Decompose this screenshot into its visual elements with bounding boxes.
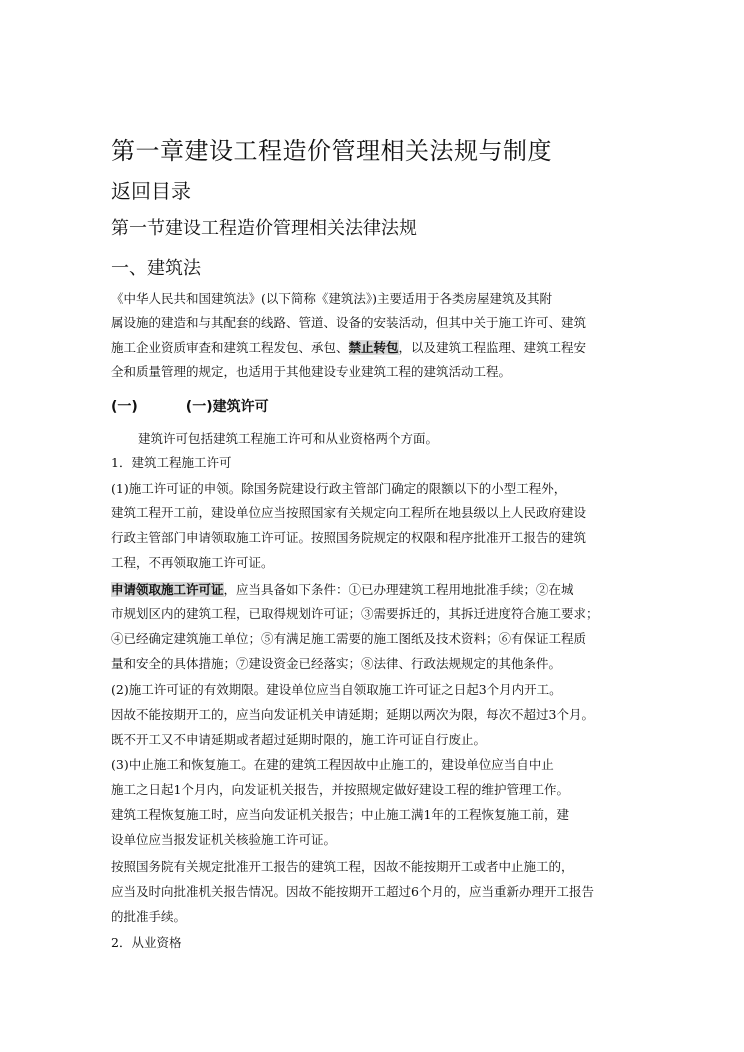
intro-line-4: 全和质量管理的规定，也适用于其他建设专业建筑工程的建筑活动工程。 [111,364,512,379]
heading-number: (一) [111,399,138,415]
para1-line-3: 行政主管部门申请领取施工许可证。按照国务院规定的权限和程序批准开工报告的建筑 [111,530,587,545]
intro-line-3-start: 施工企业资质审查和建筑工程发包、承包、 [111,340,349,355]
intro-line-2: 属设施的建造和与其配套的线路、管道、设备的安装活动，但其中关于施工许可、建筑 [111,315,587,330]
subsection-title: 一、建筑法 [111,258,201,279]
section-title: 第一节建设工程造价管理相关法律法规 [111,218,417,239]
highlight-no-subcontract: 禁止转包 [348,340,399,355]
permit-intro: 建筑许可包括建筑工程施工许可和从业资格两个方面。 [138,431,439,446]
item-2-title: 2．从业资格 [111,935,182,950]
para2-line-3: ④已经确定建筑施工单位；⑤有满足施工需要的施工图纸及技术资料；⑥有保证工程质 [111,631,587,646]
para3-line-2: 因故不能按期开工的，应当向发证机关申请延期；延期以两次为限，每次不超过3个月。 [111,707,594,722]
para1-line-1: (1)施工许可证的申领。除国务院建设行政主管部门确定的限额以下的小型工程外， [111,481,567,496]
heading-building-permit [111,396,269,416]
para5-line-1: 按照国务院有关规定批准开工报告的建筑工程，因故不能按期开工或者中止施工的， [111,859,574,874]
highlight-apply-permit: 申请领取施工许可证 [111,582,224,597]
para1-line-2: 建筑工程开工前，建设单位应当按照国家有关规定向工程所在地县级以上人民政府建设 [111,505,587,520]
para4-line-1: (3)中止施工和恢复施工。在建的建筑工程因故中止施工的，建设单位应当自中止 [111,757,554,772]
intro-line-1: 《中华人民共和国建筑法》(以下简称《建筑法》)主要适用于各类房屋建筑及其附 [111,291,553,306]
para2-line-4: 量和安全的具体措施；⑦建设资金已经落实；⑧法律、行政法规规定的其他条件。 [111,656,562,671]
para5-line-3: 的批准手续。 [111,909,187,924]
back-to-toc-link[interactable]: 返回目录 [111,179,191,203]
para4-line-2: 施工之日起1个月内，向发证机关报告，并按照规定做好建设工程的维护管理工作。 [111,782,569,797]
intro-line-3 [111,340,586,356]
para3-line-1: (2)施工许可证的有效期限。建设单位应当自领取施工许可证之日起3个月内开工。 [111,682,562,697]
heading-label: (一)建筑许可 [185,399,269,415]
chapter-title: 第一章建设工程造价管理相关法规与制度 [111,137,552,165]
para1-line-4: 工程，不再领取施工许可证。 [111,555,274,570]
para3-line-3: 既不开工又不申请延期或者超过延期时限的，施工许可证自行废止。 [111,732,487,747]
para2-line-2: 市规划区内的建筑工程，已取得规划许可证；③需要拆迁的，其拆迁进度符合施工要求； [111,606,599,621]
para5-line-2: 应当及时向批准机关报告情况。因故不能按期开工超过6个月的，应当重新办理开工报告 [111,884,594,899]
intro-line-3-end: ，以及建筑工程监理、建筑工程安 [398,340,587,355]
item-1-title: 1．建筑工程施工许可 [111,455,232,470]
para2-line-1-text: ，应当具备如下条件：①已办理建筑工程用地批准手续；②在城 [223,582,574,597]
para4-line-3: 建筑工程恢复施工时，应当向发证机关报告；中止施工满1年的工程恢复施工前，建 [111,807,569,822]
para2-line-1 [111,582,574,598]
para4-line-4: 设单位应当报发证机关核验施工许可证。 [111,832,337,847]
